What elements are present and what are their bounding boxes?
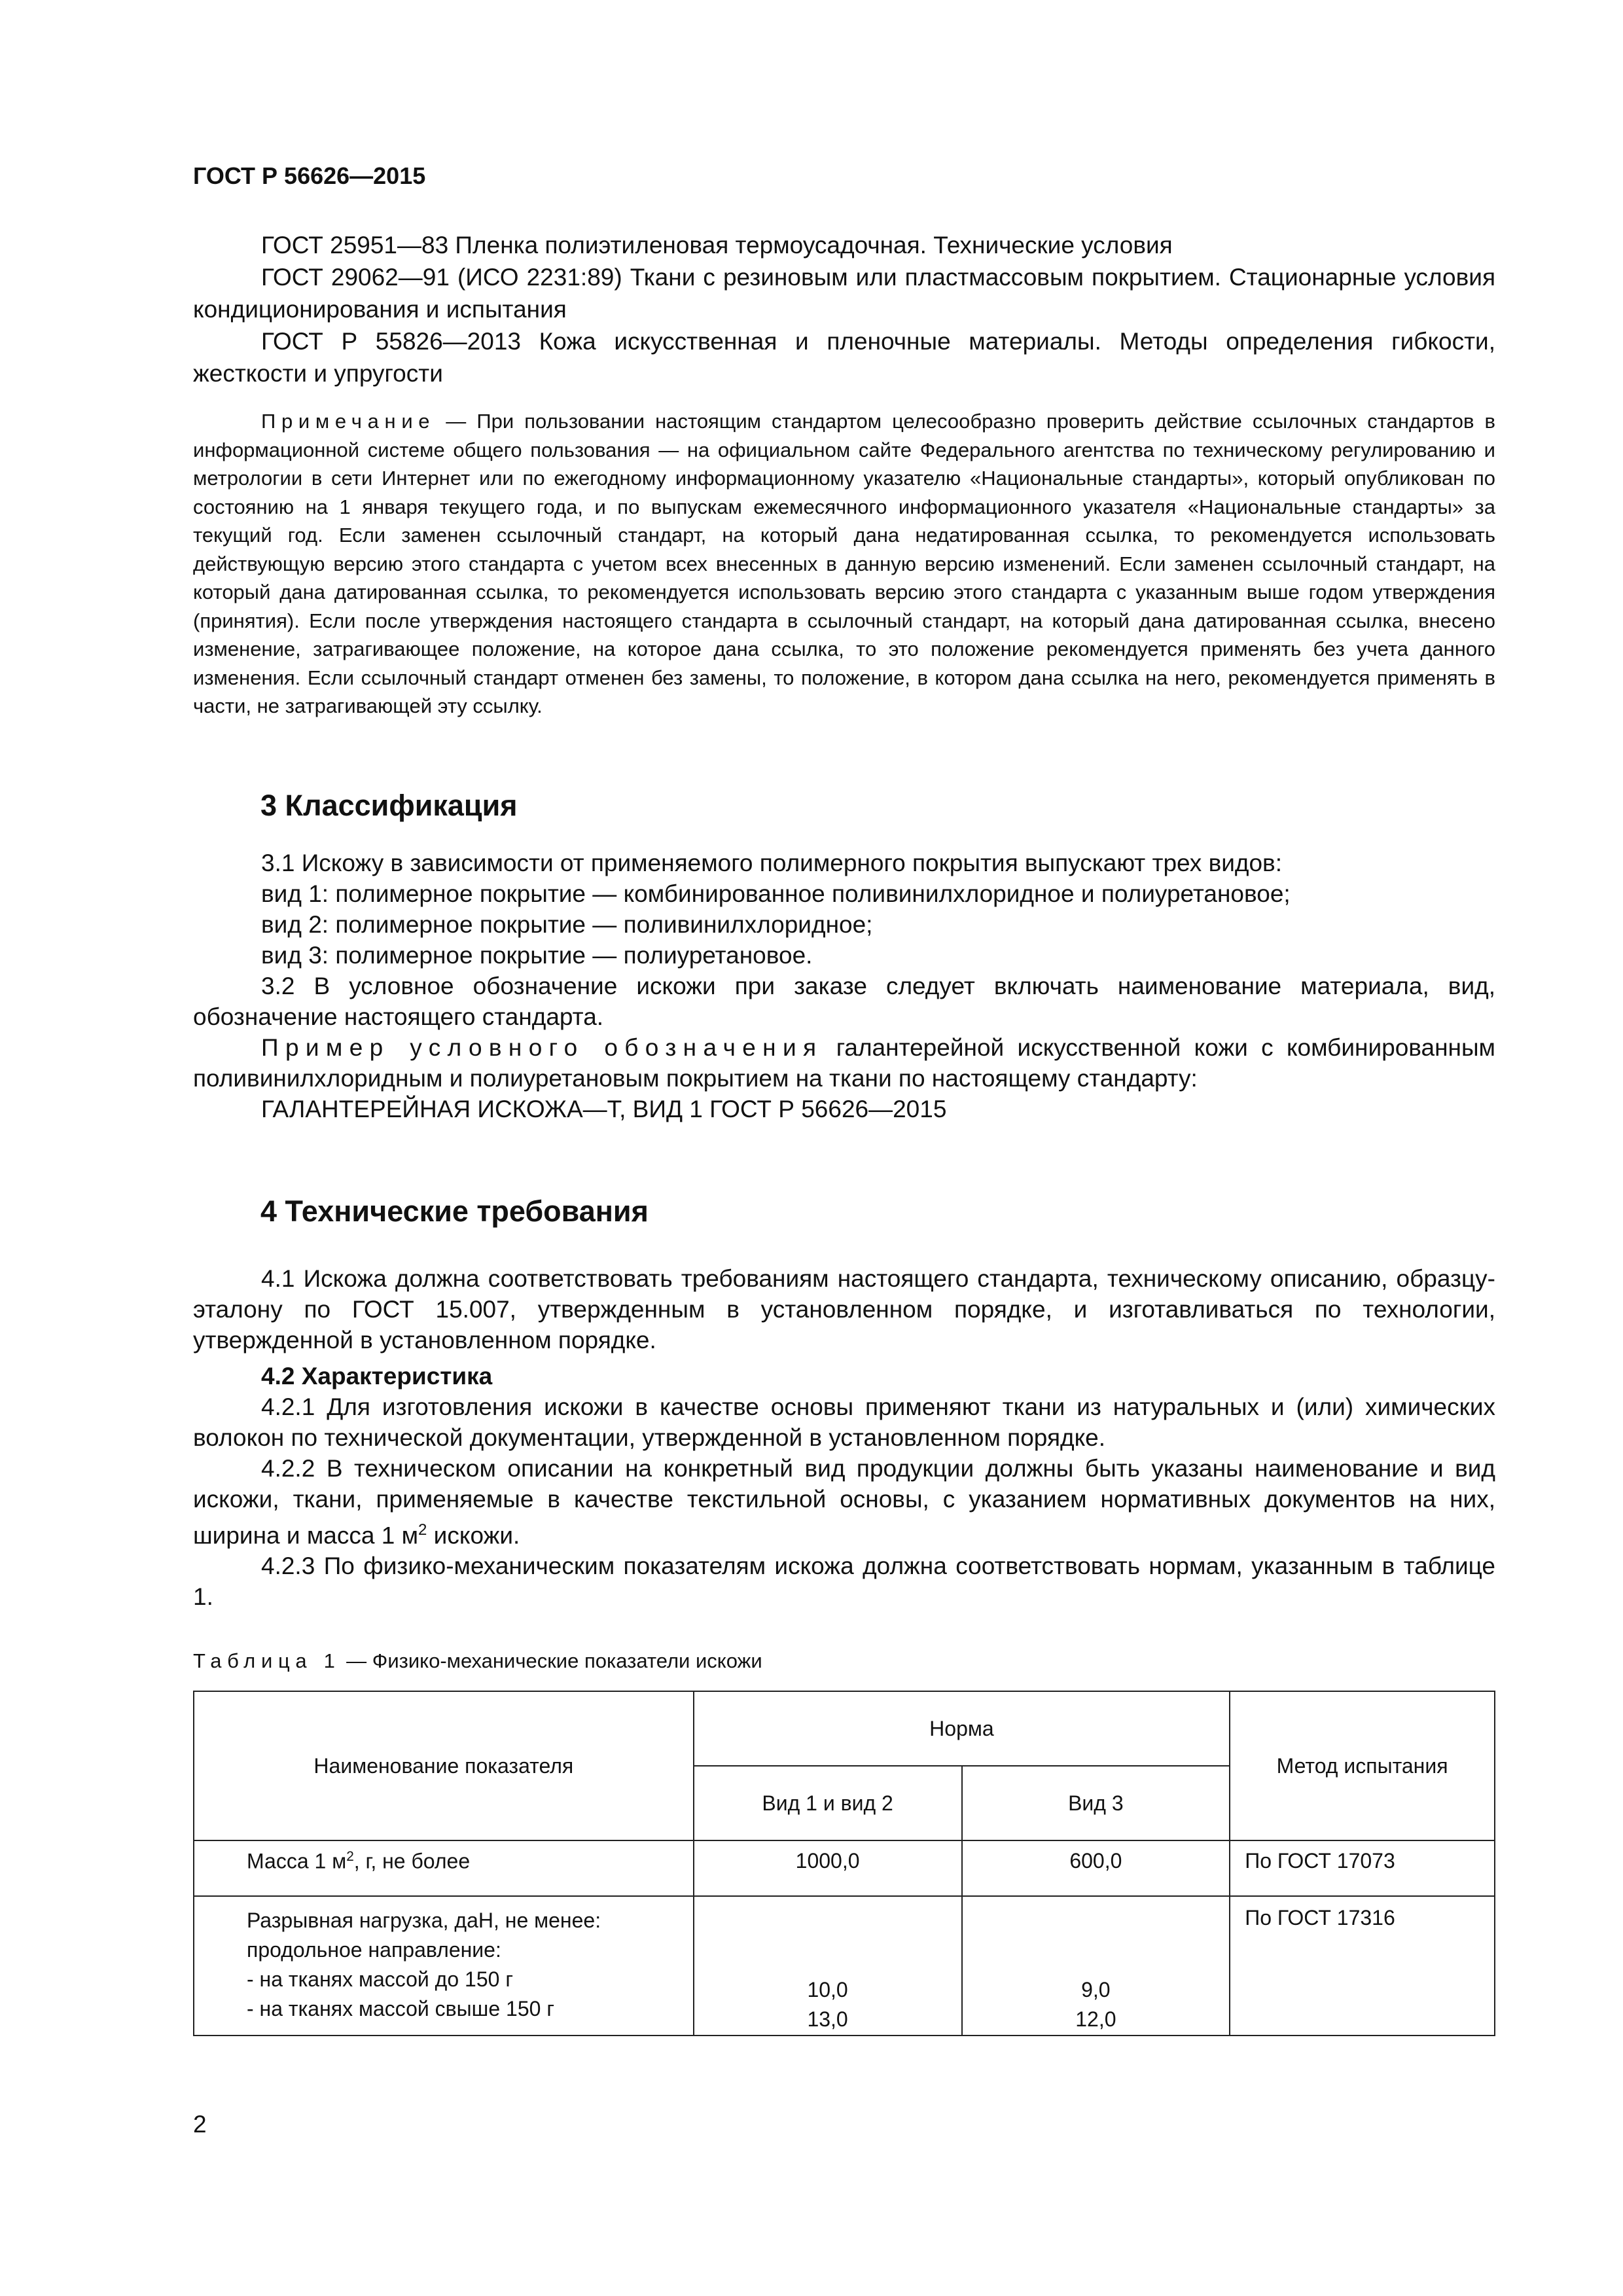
example-code: ГАЛАНТЕРЕЙНАЯ ИСКОЖА—Т, ВИД 1 ГОСТ Р 56626—2015 <box>261 1096 947 1122</box>
section-4-body <box>193 1263 1495 1612</box>
superscript: 2 <box>346 1849 354 1864</box>
reference-item: ГОСТ 25951—83 Пленка полиэтиленовая термоусадочная. Технические условия <box>261 232 1173 259</box>
header-type-1-2: Вид 1 и вид 2 <box>694 1766 962 1840</box>
paragraph-4-2-2 <box>193 1453 1495 1551</box>
paragraph-3-2: 3.2 В условное обозначение искожи при заказе следует включать наименование материала, вид, обозначение настоящего стандарта. <box>193 973 1495 1030</box>
row-name-line: - на тканях массой до 150 г <box>247 1967 513 1991</box>
reference-item: ГОСТ Р 55826—2013 Кожа искусственная и пленочные материалы. Методы определения гибкости, жесткости и упругости <box>193 328 1495 387</box>
type-2-item: вид 2: полимерное покрытие — поливинилхлоридное; <box>261 911 873 938</box>
row-name-line: продольное направление: <box>247 1938 501 1962</box>
paragraph-3-1: 3.1 Искожу в зависимости от применяемого полимерного покрытия выпускают трех видов: <box>261 850 1282 876</box>
table-caption-text: — Физико-механические показатели искожи <box>340 1649 762 1672</box>
row-name <box>194 1896 694 2036</box>
row-value-type-1-2: 1000,0 <box>694 1840 962 1896</box>
row-name-line: Разрывная нагрузка, даН, не менее: <box>247 1909 601 1932</box>
value-line: 10,0 <box>807 1978 848 2001</box>
row-name-line: - на тканях массой свыше 150 г <box>247 1997 554 2020</box>
row-name <box>194 1840 694 1896</box>
properties-table <box>193 1691 1495 2036</box>
section-3-heading: 3 Классификация <box>260 789 518 822</box>
table-row <box>194 1896 1495 2036</box>
table-caption-label: Таблица 1 <box>193 1649 341 1672</box>
document-header: ГОСТ Р 56626—2015 <box>193 162 426 189</box>
header-norm: Норма <box>694 1691 1230 1766</box>
note-paragraph <box>193 407 1495 721</box>
row-name-text: Масса 1 м <box>247 1849 347 1873</box>
table-header-row <box>194 1691 1495 1766</box>
section-4-heading: 4 Технические требования <box>260 1194 649 1228</box>
value-line: 9,0 <box>1081 1978 1111 2001</box>
row-value-type-3: 600,0 <box>962 1840 1230 1896</box>
example-text: галантерейной искусственной кожи с комбинированным поливинилхлоридным и полиуретановым покрытием на ткани по настоящему стандарту: <box>193 1034 1495 1092</box>
value-line: 12,0 <box>1075 2007 1116 2031</box>
row-value-type-1-2 <box>694 1896 962 2036</box>
type-1-item: вид 1: полимерное покрытие — комбинированное поливинилхлоридное и полиуретановое; <box>261 880 1291 907</box>
page-number: 2 <box>193 2111 207 2138</box>
note-text: — При пользовании настоящим стандартом целесообразно проверить действие ссылочных стандартов в информационной системе общего пользования — на официальном сайте Федерального агентства по техническому регулированию и метрологии в сети Интернет или по ежегодному информационному указателю «Национальные стандарты», который опубликован по состоянию на 1 января текущего года, и по выпускам ежемесячного информационного указателя «Национальные стандарты» за текущий год. Если заменен ссылочный стандарт, на который дана недатированная ссылка, то рекомендуется использовать действующую версию этого стандарта с учетом всех внесенных в данную версию изменений. Если заменен ссылочный стандарт, на который дана датированная ссылка, то рекомендуется использовать версию этого стандарта с указанным выше годом утверждения (принятия). Если после утверждения настоящего стандарта в ссылочный стандарт, на который дана датированная ссылка, внесено изменение, затрагивающее положение, на которое дана ссылка, то это положение рекомендуется применять без учета данного изменения. Если ссылочный стандарт отменен без замены, то положение, в котором дана ссылка на него, рекомендуется применять в части, не затрагивающей эту ссылку. <box>193 410 1495 717</box>
row-value-type-3 <box>962 1896 1230 2036</box>
example-paragraph <box>193 1032 1495 1094</box>
paragraph-4-1: 4.1 Искожа должна соответствовать требованиям настоящего стандарта, техническому описанию, образцу-эталону по ГОСТ 15.007, утвержденным в установленном порядке, и изготавливаться по технологии, утвержденной в установленном порядке. <box>193 1265 1495 1354</box>
header-method: Метод испытания <box>1230 1691 1495 1840</box>
header-name: Наименование показателя <box>194 1691 694 1840</box>
row-name-end: , г, не более <box>353 1849 471 1873</box>
table-row <box>194 1840 1495 1896</box>
type-3-item: вид 3: полимерное покрытие — полиуретановое. <box>261 942 813 969</box>
subsection-4-2-heading: 4.2 Характеристика <box>261 1363 493 1390</box>
row-method: По ГОСТ 17316 <box>1230 1896 1495 2036</box>
note-label: Примечание <box>261 410 436 433</box>
value-line: 13,0 <box>807 2007 848 2031</box>
paragraph-4-2-1: 4.2.1 Для изготовления искожи в качестве основы применяют ткани из натуральных и (или) химических волокон по технической документации, утвержденной в установленном порядке. <box>193 1393 1495 1451</box>
superscript: 2 <box>418 1521 427 1539</box>
reference-item: ГОСТ 29062—91 (ИСО 2231:89) Ткани с резиновым или пластмассовым покрытием. Стационарные условия кондиционирования и испытания <box>193 264 1495 323</box>
paragraph-4-2-2-text: 4.2.2 В техническом описании на конкретный вид продукции должны быть указаны наименование и вид искожи, ткани, применяемые в качестве текстильной основы, с указанием нормативных документов на них, ширина и масса 1 м <box>193 1455 1495 1549</box>
table-caption <box>193 1649 762 1673</box>
example-label: Пример условного обозначения <box>261 1034 823 1061</box>
references-list <box>193 229 1495 389</box>
header-type-3: Вид 3 <box>962 1766 1230 1840</box>
paragraph-4-2-2-end: искожи. <box>427 1522 520 1549</box>
row-method: По ГОСТ 17073 <box>1230 1840 1495 1896</box>
paragraph-4-2-3: 4.2.3 По физико-механическим показателям искожа должна соответствовать нормам, указанным в таблице 1. <box>193 1552 1495 1611</box>
section-3-body <box>193 848 1495 1124</box>
